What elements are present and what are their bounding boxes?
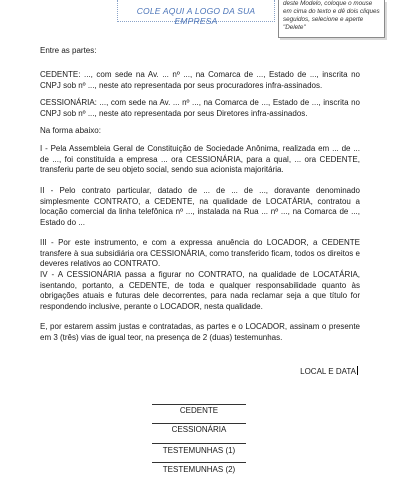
clause-2: II - Pelo contrato particular, datado de ... de ... de ..., doravante denominado simplesmente CONTRATO, a CEDENTE, na qualidade de LOCATÁRIA, contratou a locação comercial da linha telefônica nº ..., instalada na Rua ... nº ..., na Comarca de ..., Estado do ... — [40, 186, 360, 227]
instruction-note-box[interactable] — [278, 0, 385, 38]
signature-label-witness-1: TESTEMUNHAS (1) — [162, 446, 236, 455]
forma-heading: Na forma abaixo: — [40, 126, 101, 135]
signature-line-witness-1 — [152, 443, 246, 444]
clause-3: III - Por este instrumento, e com a expressa anuência do LOCADOR, a CEDENTE transfere à sua subsidiária ora CESSIONÁRIA, como transferido ficam, todos os direitos e deveres relativos ao CONTRATO. — [40, 238, 360, 268]
signature-label-cedente: CEDENTE — [179, 406, 219, 415]
logo-placeholder-box[interactable] — [117, 0, 275, 26]
cedente-clause: CEDENTE: ..., com sede na Av. ... nº ..., na Comarca de ..., Estado de ..., inscrita no CNPJ sob nº ..., neste ato representada por seus procuradores infra-assinados. — [40, 70, 360, 90]
signature-label-witness-2: TESTEMUNHAS (2) — [162, 465, 236, 474]
instruction-note-text: deste Modelo, coloque o mouse em cima do texto e dê dois cliques seguidos, selecione e aperte "Delete" — [283, 0, 380, 31]
signature-label-cessionaria: CESSIONÁRIA — [171, 425, 227, 434]
cessionaria-clause: CESSIONÁRIA: ..., com sede na Av. ... nº ..., na Comarca de ..., Estado de ..., inscrita no CNPJ sob nº ..., neste ato representada por seus Diretores infra-assinados. — [40, 98, 360, 118]
clause-4: IV - A CESSIONÁRIA passa a figurar no CONTRATO, na qualidade de LOCATÁRIA, isentando, portanto, a CEDENTE, de toda e qualquer responsabilidade quanto às obrigações atuais e futuras dele decorrentes, para nada reclamar seja a que título for respondendo inclusive, perante o LOCADOR, nesta qualidade. — [40, 270, 360, 311]
signature-line-cedente — [152, 404, 246, 405]
local-and-date[interactable] — [300, 366, 358, 376]
local-and-date-text: LOCAL E DATA — [300, 367, 356, 376]
clause-1: I - Pela Assembleia Geral de Constituição de Sociedade Anônima, realizada em ... de ... de ..., foi constituída a empresa ... ora CESSIONÁRIA, para a qual, ... ora CEDENTE, transferiu parte de seu objeto social, sendo sua acionista majoritária. — [40, 144, 360, 174]
signature-line-witness-2 — [152, 462, 246, 463]
text-cursor — [357, 366, 358, 375]
signature-line-cessionaria — [152, 423, 246, 424]
logo-placeholder-text: COLE AQUI A LOGO DA SUA EMPRESA — [136, 6, 256, 26]
intro-text: Entre as partes: — [40, 46, 97, 55]
closing-paragraph: E, por estarem assim justas e contratadas, as partes e o LOCADOR, assinam o presente em 3 (três) vias de igual teor, na presença de 2 (duas) testemunhas. — [40, 322, 360, 342]
